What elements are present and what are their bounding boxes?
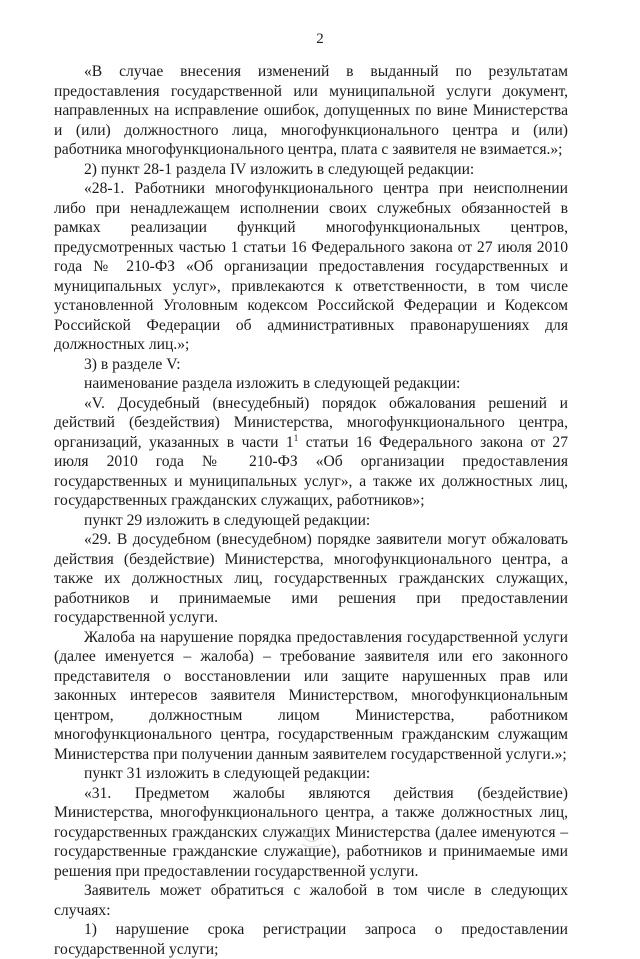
- paragraph-case-1: 1) нарушение срока регистрации запроса о предоставлении государственной услуги;: [54, 921, 568, 958]
- part-superscript: 1: [293, 432, 299, 443]
- paragraph-item-3-heading: 3) в разделе V:: [84, 355, 181, 373]
- faint-seal-stamp: [266, 824, 376, 864]
- page-number: 2: [316, 31, 324, 47]
- section-v-title-after: статьи 16 Федерального закона от 27 июля 2010 года № 210-ФЗ «Об организации предоставления государственных и муниципальных услуг», а также их должностных лиц, государственных гражданских служащих, работников»;: [54, 433, 568, 509]
- paragraph-28-1: «28-1. Работники многофункционального центра при неисполнении либо при ненадлежащем исполнении своих служебных обязанностей в рамках реализации функций многофункциональных центров, предусмотренных частью 1 статьи 16 Федерального закона от 27 июля 2010 года № 210-ФЗ «Об организации предоставления государственных и муниципальных услуг», привлекаются к ответственности, в том числе установленной Уголовным кодексом Российской Федерации и Кодексом Российской Федерации об административных правонарушениях для должностных лиц.»;: [54, 180, 568, 353]
- paragraph-29: «29. В досудебном (внесудебном) порядке заявители могут обжаловать действия (бездействие) Министерства, многофункционального центра, а также их должностных лиц, государственных гражданских служащих, работников и принимаемые ими решения при предоставлении государственной услуги.: [54, 531, 568, 626]
- paragraph-fee-amendment: «В случае внесения изменений в выданный по результатам предоставления государственной или муниципальной услуги документ, направленных на исправление ошибок, допущенных по вине Министерства и (или) должностного лица, многофункционального центра и (или) работника многофункционального центра, плата с заявителя не взимается.»;: [54, 63, 568, 158]
- paragraph-section-v-title: [54, 394, 568, 511]
- paragraph-31: «31. Предметом жалобы являются действия (бездействие) Министерства, многофункционального центра, а также должностных лиц, государственных гражданских служащих Министерства (далее именуются – государственные гражданские служащие), работников и принимаемые ими решения при предоставлении государственной услуги.: [54, 784, 568, 880]
- paragraph-item-31-instruction: пункт 31 изложить в следующей редакции:: [84, 765, 371, 782]
- paragraph-item-29-instruction: пункт 29 изложить в следующей редакции:: [84, 511, 371, 529]
- paragraph-complaint-definition: Жалоба на нарушение порядка предоставления государственной услуги (далее именуется – жалоба) – требование заявителя или его законного представителя о восстановлении или защите нарушенных прав или законных интересов заявителя Министерством, многофункциональным центром, должностным лицом Министерства, работником многофункционального центра, государственным гражданским служащим Министерства при получении данным заявителем государственной услуги.»;: [54, 628, 568, 763]
- paragraph-item-2-heading: 2) пункт 28-1 раздела IV изложить в следующей редакции:: [84, 160, 475, 178]
- paragraph-section-title-instruction: наименование раздела изложить в следующей редакции:: [84, 375, 461, 392]
- section-v-title-before: «V. Досудебный (внесудебный) порядок обжалования решений и действий (бездействия) Министерства, многофункционального центра, организаций, указанных в части 1: [54, 394, 568, 451]
- paragraph-cases-intro: Заявитель может обратиться с жалобой в том числе в следующих случаях:: [54, 882, 568, 919]
